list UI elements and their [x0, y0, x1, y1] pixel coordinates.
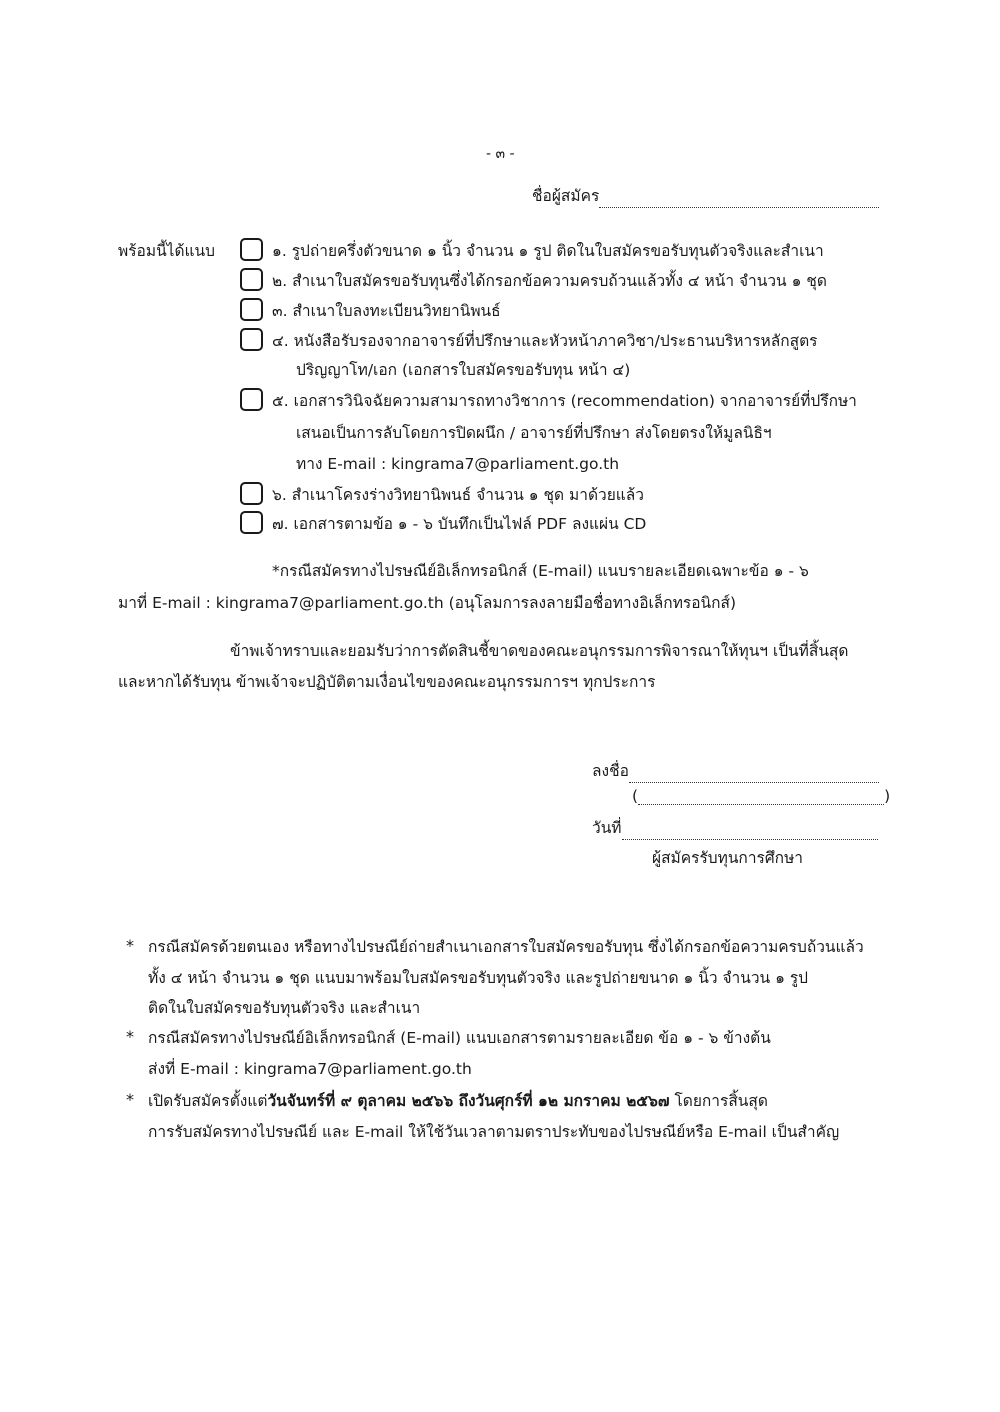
note-2-line1: กรณีสมัครทางไปรษณีย์อิเล็กทรอนิกส์ (E-mail) แนบเอกสารตามรายละเอียด ข้อ ๑ - ๖ ข้างต้น [148, 1029, 771, 1047]
applicant-name-label: ชื่อผู้สมัคร [532, 187, 600, 205]
attachment-item-5-line2: เสนอเป็นการลับโดยการปิดผนึก / อาจารย์ที่ปรึกษา ส่งโดยตรงให้มูลนิธิฯ [296, 424, 772, 442]
declaration-line1: ข้าพเจ้าทราบและยอมรับว่าการตัดสินชี้ขาดของคณะอนุกรรมการพิจารณาให้ทุนฯ เป็นที่สิ้นสุด [230, 642, 849, 660]
checkbox-item-4[interactable] [240, 328, 263, 351]
attachment-item-2: ๒. สำเนาใบสมัครขอรับทุนซึ่งได้กรอกข้อความครบถ้วนแล้วทั้ง ๔ หน้า จำนวน ๑ ชุด [272, 272, 827, 290]
attachment-item-4-line1: ๔. หนังสือรับรองจากอาจารย์ที่ปรึกษาและหัวหน้าภาควิชา/ประธานบริหารหลักสูตร [272, 332, 818, 350]
applicant-name-field [532, 183, 879, 208]
date-line [622, 821, 878, 840]
attachments-intro: พร้อมนี้ได้แนบ [118, 242, 215, 260]
checkbox-item-1[interactable] [240, 238, 263, 261]
attachment-item-3: ๓. สำเนาใบลงทะเบียนวิทยานิพนธ์ [272, 302, 501, 320]
attachment-item-5-line3: ทาง E-mail : kingrama7@parliament.go.th [296, 455, 620, 473]
note-3-line1 [148, 1088, 768, 1113]
checkbox-item-5[interactable] [240, 388, 263, 411]
email-note-line2: มาที่ E-mail : kingrama7@parliament.go.th (อนุโลมการลงลายมือชื่อทางอิเล็กทรอนิกส์) [118, 594, 737, 612]
note-1-line1: กรณีสมัครด้วยตนเอง หรือทางไปรษณีย์ถ่ายสำเนาเอกสารใบสมัครขอรับทุน ซึ่งได้กรอกข้อความครบถ้วนแล้ว [148, 938, 864, 956]
note-bullet-1: * [126, 936, 134, 955]
note-3-line2: การรับสมัครทางไปรษณีย์ และ E-mail ให้ใช้วันเวลาตามตราประทับของไปรษณีย์หรือ E-mail เป็นสำคัญ [148, 1123, 840, 1141]
date-row [592, 815, 878, 840]
attachment-item-5-line1: ๕. เอกสารวินิจฉัยความสามารถทางวิชาการ (recommendation) จากอาจารย์ที่ปรึกษา [272, 392, 857, 410]
note-3-suffix: โดยการสิ้นสุด [669, 1092, 768, 1110]
printed-name-row [632, 786, 890, 805]
signature-row [592, 758, 879, 783]
checkbox-item-6[interactable] [240, 482, 263, 505]
checkbox-item-2[interactable] [240, 268, 263, 291]
note-3-prefix: เปิดรับสมัครตั้งแต่ [148, 1092, 268, 1110]
note-2-line2: ส่งที่ E-mail : kingrama7@parliament.go.th [148, 1060, 472, 1078]
date-label: วันที่ [592, 819, 622, 837]
applicant-name-line [599, 189, 879, 208]
page-number: - ๓ - [486, 146, 515, 162]
signer-role: ผู้สมัครรับทุนการศึกษา [652, 849, 803, 867]
attachment-item-1: ๑. รูปถ่ายครึ่งตัวขนาด ๑ นิ้ว จำนวน ๑ รูป ติดในใบสมัครขอรับทุนตัวจริงและสำเนา [272, 242, 824, 260]
note-3-dates: วันจันทร์ที่ ๙ ตุลาคม ๒๕๖๖ ถึงวันศุกร์ที่ ๑๒ มกราคม ๒๕๖๗ [267, 1092, 670, 1110]
checkbox-item-7[interactable] [240, 511, 263, 534]
signature-line [629, 764, 879, 783]
signature-label: ลงชื่อ [592, 762, 629, 780]
email-note-line1: *กรณีสมัครทางไปรษณีย์อิเล็กทรอนิกส์ (E-mail) แนบรายละเอียดเฉพาะข้อ ๑ - ๖ [272, 562, 809, 580]
note-1-line3: ติดในใบสมัครขอรับทุนตัวจริง และสำเนา [148, 999, 421, 1017]
declaration-line2: และหากได้รับทุน ข้าพเจ้าจะปฏิบัติตามเงื่อนไขของคณะอนุกรรมการฯ ทุกประการ [118, 673, 656, 691]
close-paren: ) [884, 787, 891, 805]
attachment-item-7: ๗. เอกสารตามข้อ ๑ - ๖ บันทึกเป็นไฟล์ PDF ลงแผ่น CD [272, 515, 647, 533]
open-paren: ( [632, 787, 639, 805]
note-bullet-2: * [126, 1027, 134, 1046]
attachment-item-4-line2: ปริญญาโท/เอก (เอกสารใบสมัครขอรับทุน หน้า ๔) [296, 361, 631, 379]
attachment-item-6: ๖. สำเนาโครงร่างวิทยานิพนธ์ จำนวน ๑ ชุด มาด้วยแล้ว [272, 486, 644, 504]
checkbox-item-3[interactable] [240, 298, 263, 321]
note-1-line2: ทั้ง ๔ หน้า จำนวน ๑ ชุด แนบมาพร้อมใบสมัครขอรับทุนตัวจริง และรูปถ่ายขนาด ๑ นิ้ว จำนวน ๑ รูป [148, 969, 809, 987]
printed-name-line [638, 786, 884, 805]
note-bullet-3: * [126, 1090, 134, 1109]
